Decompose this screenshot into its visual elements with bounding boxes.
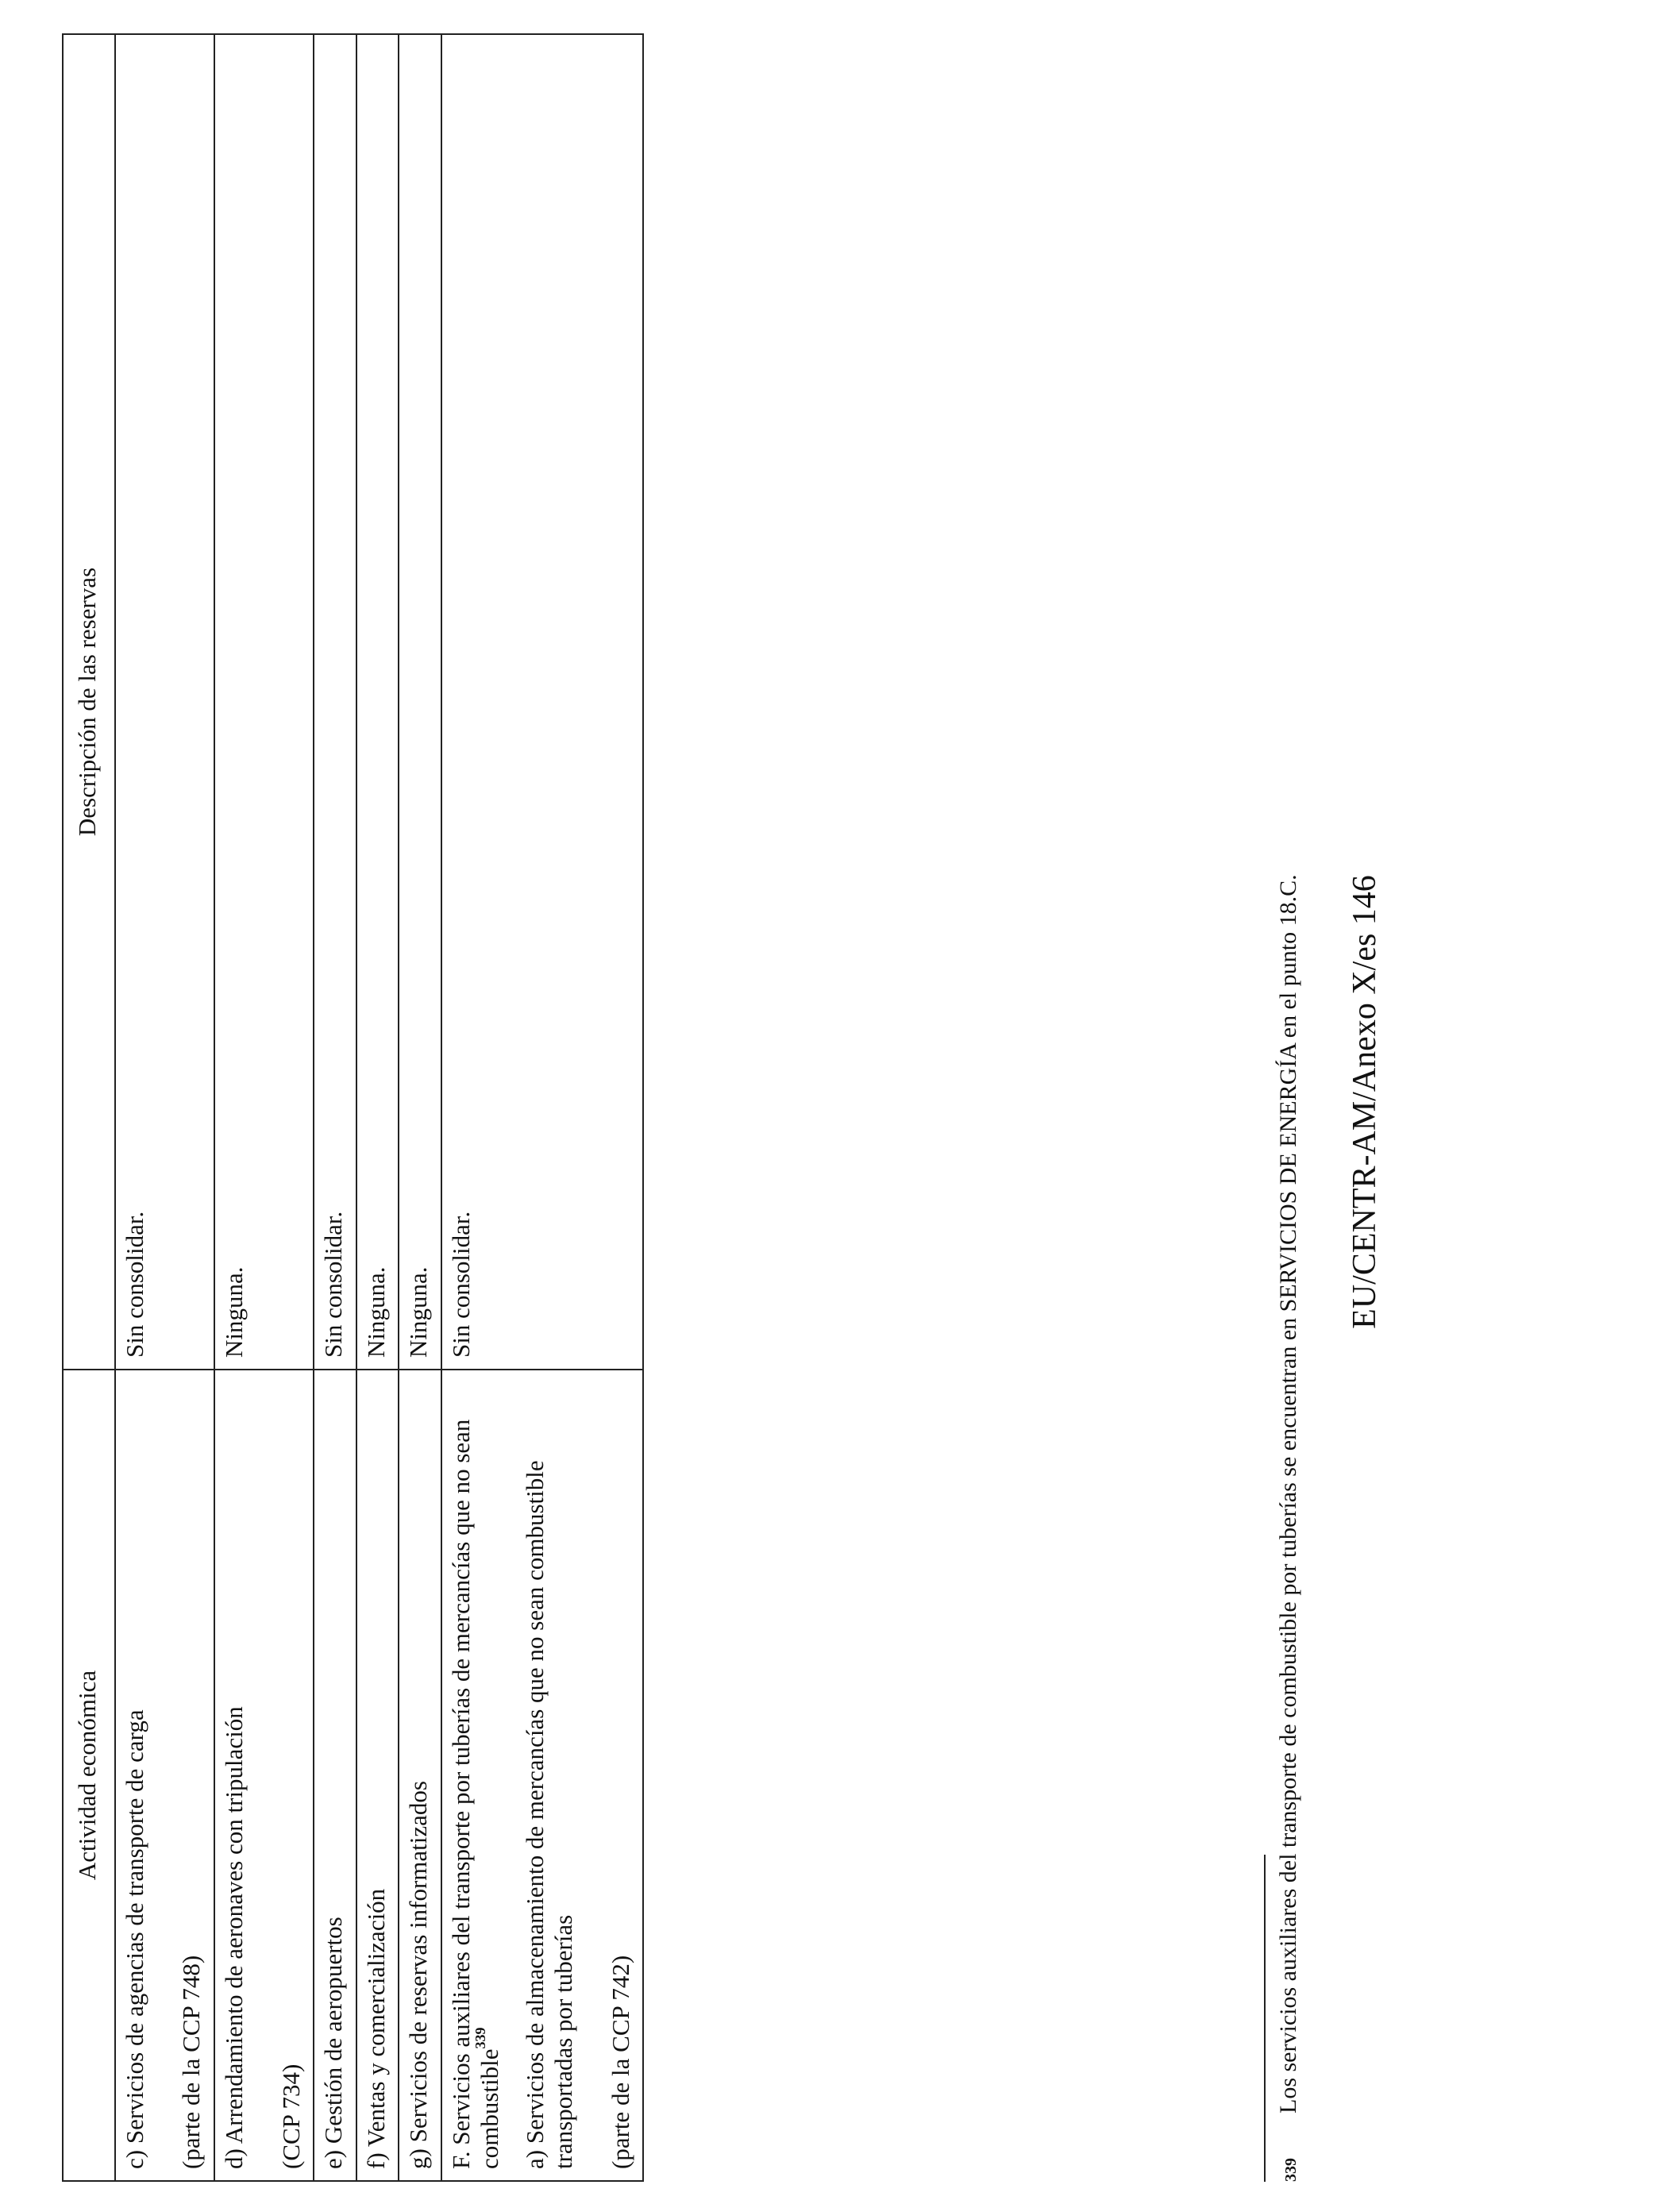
footnote bbox=[1275, 874, 1302, 2182]
description-cell: Ninguna. bbox=[356, 34, 399, 1370]
activity-cell bbox=[356, 1370, 399, 2181]
footnote-divider bbox=[1264, 1855, 1266, 2182]
activity-cell bbox=[441, 1370, 643, 2181]
description-cell: Sin consolidar. bbox=[115, 34, 214, 1370]
activity-cell bbox=[214, 1370, 314, 2181]
description-cell: Ninguna. bbox=[399, 34, 441, 1370]
description-cell: Sin consolidar. bbox=[314, 34, 356, 1370]
activity-text: f) Ventas y comercialización bbox=[361, 1888, 390, 2169]
activity-cell bbox=[115, 1370, 214, 2181]
table-row bbox=[214, 34, 314, 2181]
footnote-text: Los servicios auxiliares del transporte de combustible por tuberías se encuentran en SERVICIOS DE ENERGÍA en el punto 18.C. bbox=[1275, 874, 1301, 2113]
table-row bbox=[115, 34, 214, 2181]
activity-cell bbox=[399, 1370, 441, 2181]
table-row bbox=[441, 34, 643, 2181]
table-header-row bbox=[63, 34, 115, 2181]
document-reference: EU/CENTR-AM/Anexo X/es 146 bbox=[1347, 875, 1383, 1329]
description-cell: Ninguna. bbox=[214, 34, 314, 1370]
activity-text: e) Gestión de aeropuertos bbox=[319, 1917, 348, 2169]
activity-text: a) Servicios de almacenamiento de mercancías que no sean combustible transportadas por tuberías bbox=[521, 1460, 578, 2169]
activity-classification: (parte de la CCP 742) bbox=[606, 1955, 634, 2169]
reservations-table bbox=[62, 33, 644, 2182]
footnote-number: 339 bbox=[1282, 2158, 1300, 2182]
activity-heading-text: F. Servicios auxiliares del transporte por tuberías de mercancías que no sean combustible bbox=[447, 1419, 503, 2169]
activity-cell bbox=[314, 1370, 356, 2181]
table-row bbox=[314, 34, 356, 2181]
activity-text: g) Servicios de reservas informatizados bbox=[404, 1781, 433, 2169]
footnote-reference[interactable]: 339 bbox=[472, 2027, 488, 2049]
activity-classification: (CCP 734) bbox=[276, 2063, 305, 2169]
activity-text: c) Servicios de agencias de transporte de carga bbox=[120, 1709, 148, 2169]
activity-classification: (parte de la CCP 748) bbox=[177, 1955, 206, 2169]
table-row bbox=[399, 34, 441, 2181]
activity-heading bbox=[447, 1381, 503, 2169]
table-row bbox=[356, 34, 399, 2181]
activity-text: d) Arrendamiento de aeronaves con tripulación bbox=[219, 1706, 248, 2169]
description-cell: Sin consolidar. bbox=[441, 34, 643, 1370]
header-activity: Actividad económica bbox=[63, 1370, 115, 2181]
header-description: Descripción de las reservas bbox=[63, 34, 115, 1370]
